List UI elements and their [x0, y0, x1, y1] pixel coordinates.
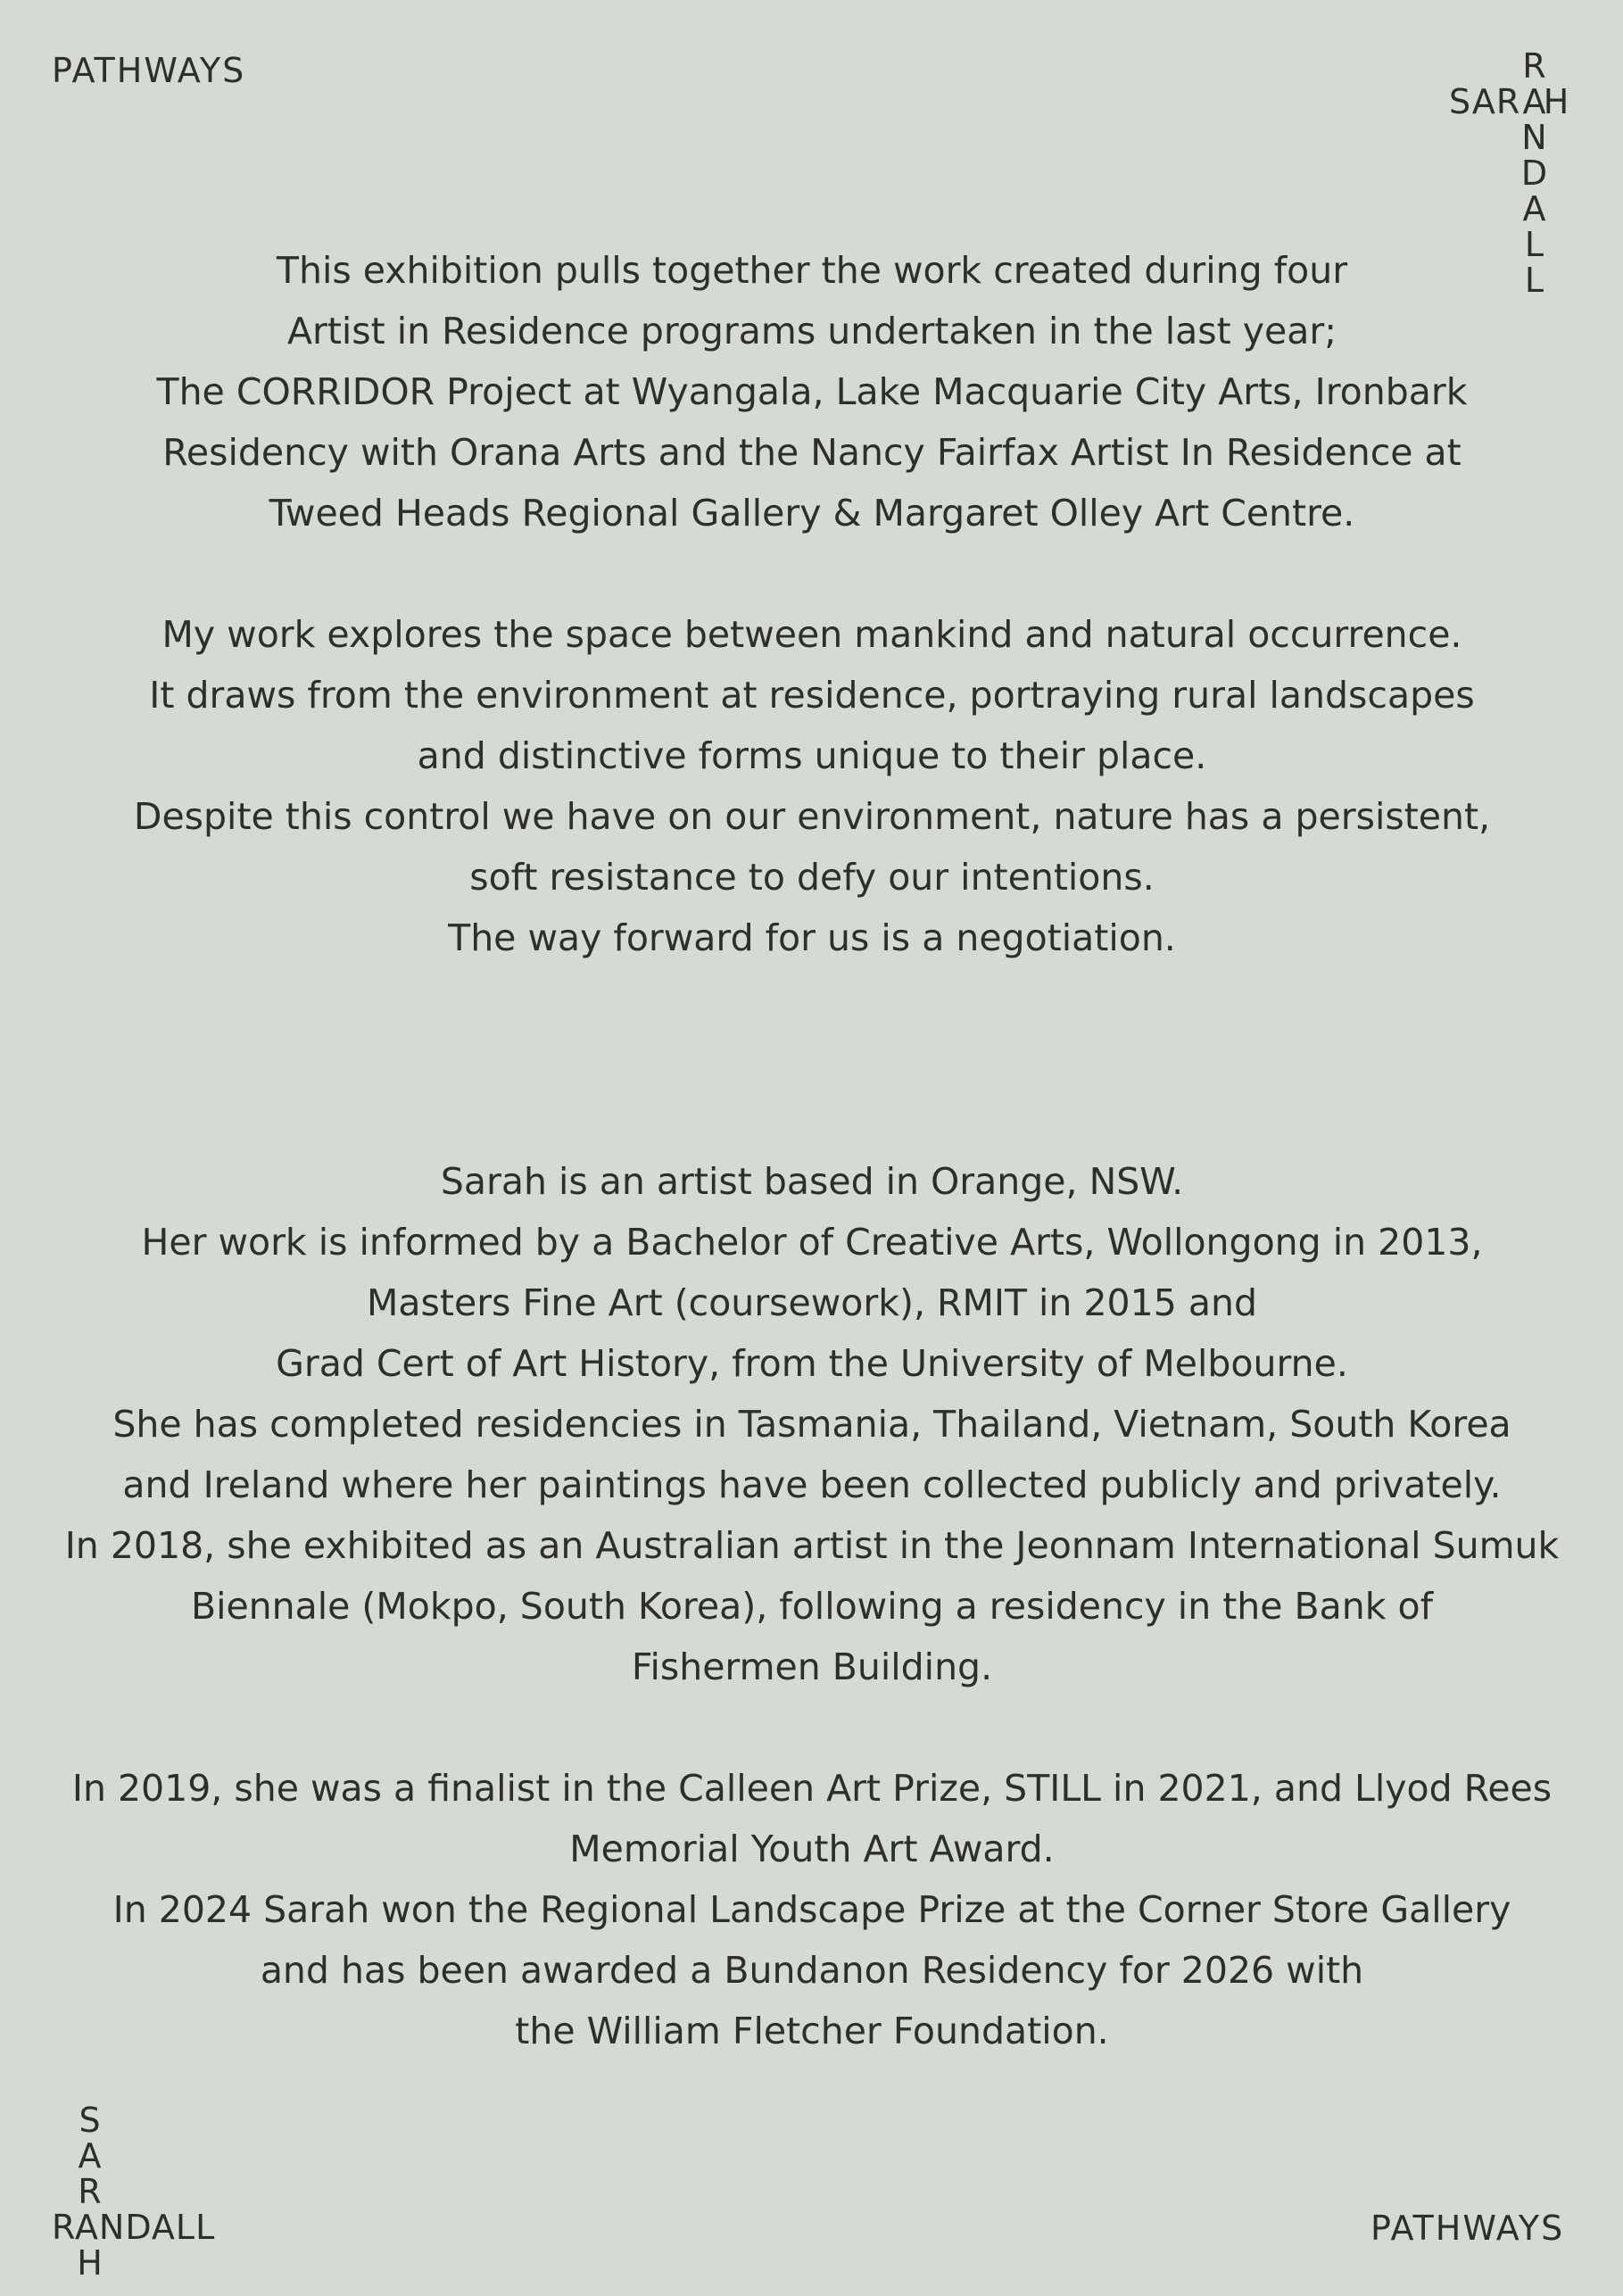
paragraph-gap — [54, 543, 1570, 604]
name-letter: A — [1522, 189, 1547, 228]
artist-bio — [54, 1151, 1570, 2061]
bio-line: Grad Cert of Art History, from the University of Melbourne. — [276, 1342, 1348, 1385]
name-letter: H — [1543, 82, 1570, 121]
name-letter: N — [98, 2208, 126, 2247]
name-letter: R — [78, 2172, 103, 2211]
artist-first-name-vertical — [74, 2101, 104, 2283]
statement-line: Despite this control we have on our environment, nature has a persistent, — [133, 795, 1491, 838]
name-letter: A — [74, 2208, 99, 2247]
bio-line: and has been awarded a Bundanon Residency for 2026 with — [260, 1949, 1364, 1992]
name-letter: N — [1521, 118, 1548, 157]
statement-line: Tweed Heads Regional Gallery & Margaret Olley Art Centre. — [269, 492, 1355, 535]
statement-line: Artist in Residence programs undertaken in the last year; — [286, 310, 1337, 352]
name-letter: A — [151, 2208, 176, 2247]
statement-line: soft resistance to defy our intentions. — [469, 856, 1155, 899]
name-letter: R — [1495, 82, 1519, 121]
statement-line: The CORRIDOR Project at Wyangala, Lake Macquarie City Arts, Ironbark — [156, 370, 1468, 413]
bio-line: In 2024 Sarah won the Regional Landscape Prize at the Corner Store Gallery — [112, 1888, 1511, 1931]
bio-line: Fishermen Building. — [631, 1645, 993, 1688]
artist-name-cross-bottom — [52, 2102, 248, 2290]
name-letter: A — [1471, 82, 1496, 121]
bio-line: In 2019, she was a finalist in the Calleen Art Prize, STILL in 2021, and Llyod Rees — [71, 1767, 1553, 1810]
name-letter: L — [1524, 261, 1545, 300]
paragraph-gap — [54, 1697, 1570, 1758]
statement-line: This exhibition pulls together the work created during four — [276, 249, 1348, 292]
name-letter: S — [79, 2101, 102, 2140]
name-letter: R — [52, 2208, 75, 2247]
exhibition-title-bottom: PATHWAYS — [1370, 2209, 1565, 2248]
name-letter: D — [125, 2208, 152, 2247]
statement-line: My work explores the space between mankind and natural occurrence. — [161, 613, 1462, 656]
name-letter: L — [175, 2208, 196, 2247]
name-letter: D — [1520, 153, 1549, 193]
bio-line: Her work is informed by a Bachelor of Creative Arts, Wollongong in 2013, — [141, 1221, 1483, 1264]
bio-line: Memorial Youth Art Award. — [569, 1828, 1055, 1870]
name-letter: A — [78, 2136, 103, 2176]
name-letter: H — [77, 2243, 104, 2283]
bio-line: Masters Fine Art (coursework), RMIT in 2015 and — [367, 1281, 1257, 1324]
bio-line: and Ireland where her paintings have been collected publicly and privately. — [122, 1463, 1502, 1506]
artist-first-name-horizontal — [1449, 84, 1569, 120]
bio-line: She has completed residencies in Tasmania, Thailand, Vietnam, South Korea — [112, 1403, 1511, 1446]
exhibition-statement — [54, 240, 1570, 968]
name-letter: R — [1522, 46, 1547, 86]
name-letter: A — [1522, 82, 1547, 121]
name-letter: L — [1524, 225, 1545, 264]
name-letter: L — [195, 2208, 216, 2247]
artist-last-name-horizontal — [52, 2209, 215, 2245]
bio-line: the William Fletcher Foundation. — [515, 2010, 1109, 2052]
statement-line: It draws from the environment at residence, portraying rural landscapes — [149, 674, 1475, 717]
statement-line: The way forward for us is a negotiation. — [448, 916, 1176, 959]
statement-line: and distinctive forms unique to their place. — [417, 734, 1207, 777]
bio-line: In 2018, she exhibited as an Australian artist in the Jeonnam International Sumuk — [64, 1524, 1560, 1567]
statement-line: Residency with Orana Arts and the Nancy Fairfax Artist In Residence at — [162, 431, 1462, 474]
exhibition-title-top: PATHWAYS — [52, 51, 246, 90]
name-letter: S — [1449, 82, 1472, 121]
bio-line: Biennale (Mokpo, South Korea), following a residency in the Bank of — [190, 1585, 1434, 1628]
bio-line: Sarah is an artist based in Orange, NSW. — [440, 1160, 1184, 1203]
